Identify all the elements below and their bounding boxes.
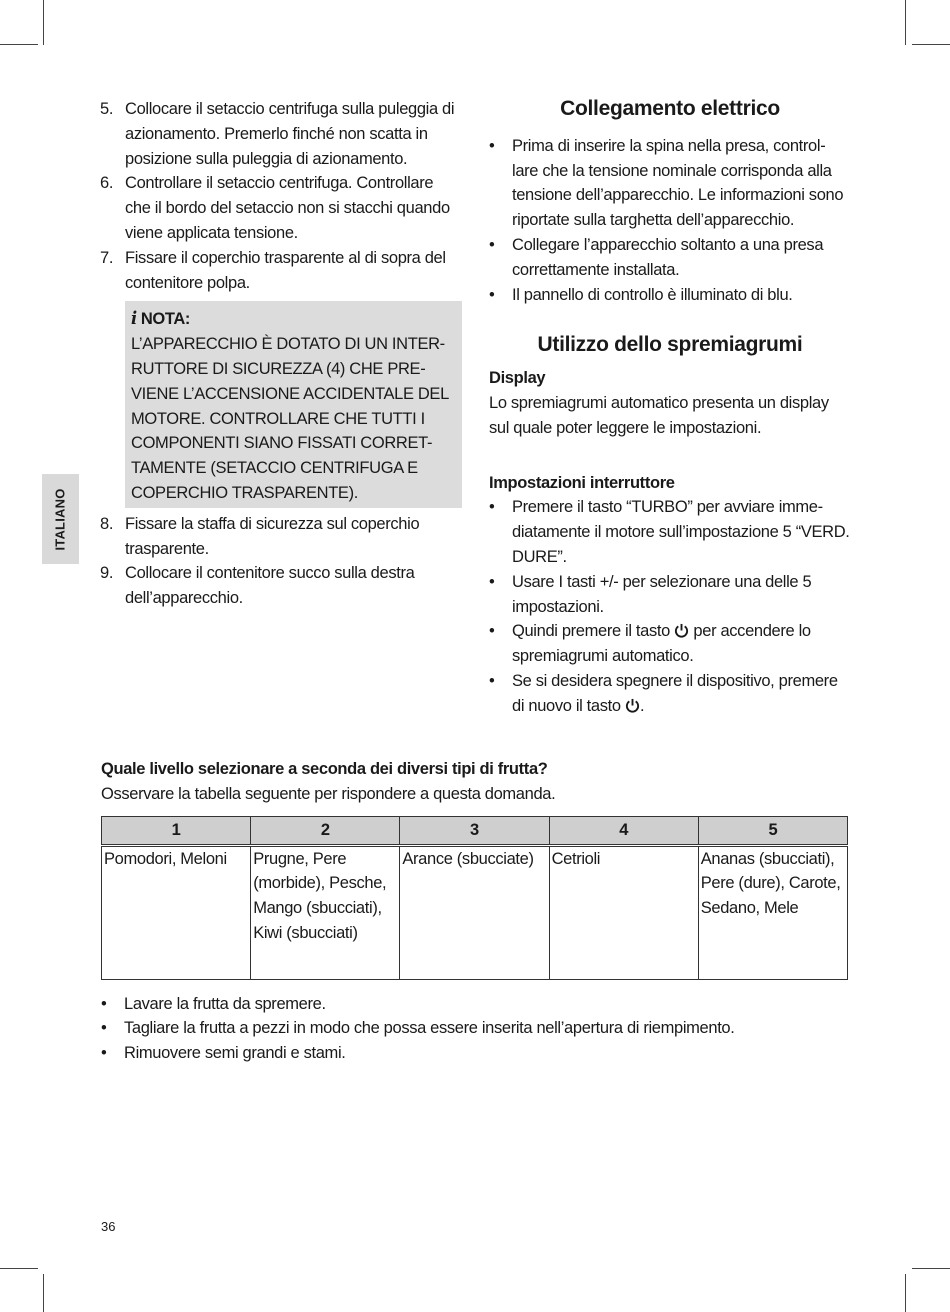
- list-item-text: Se si desidera spegnere il dispositivo, premere di nuovo il tasto: [512, 671, 838, 715]
- steps-list-a: [100, 97, 462, 295]
- step-item: [100, 512, 462, 562]
- step-item: [100, 171, 462, 245]
- left-column: [100, 97, 462, 611]
- list-item: • Se si desidera spegnere il dispositivo, premere di nuovo il tasto .: [489, 671, 838, 715]
- display-heading: Display: [489, 369, 546, 388]
- note-title: NOTA:: [140, 310, 191, 329]
- switch-heading: Impostazioni interruttore: [489, 473, 675, 492]
- switch-bullets: [489, 495, 851, 718]
- fruit-level-table: [101, 816, 848, 980]
- crop-mark: [43, 1274, 44, 1312]
- step-number: 8.: [100, 514, 114, 533]
- step-number: 5.: [100, 100, 114, 118]
- table-header-row: [102, 816, 848, 845]
- power-icon: [674, 623, 689, 638]
- cell-line: Ananas (sbucciati),: [700, 849, 835, 868]
- cell-line: Sedano, Mele: [700, 899, 799, 918]
- list-item: • Usare I tasti +/- per selezionare una delle 5 impostazioni.: [489, 572, 812, 616]
- list-item-text: Rimuovere semi grandi e stami.: [124, 1044, 346, 1063]
- crop-mark: [905, 0, 906, 45]
- list-item: • Tagliare la frutta a pezzi in modo che possa essere inserita nell’apertura di riempimento.: [101, 1019, 735, 1038]
- table-header-cell: 1: [102, 816, 251, 845]
- crop-mark: [912, 1268, 950, 1269]
- list-item: • Collegare l’apparecchio soltanto a una presa correttamente installata.: [489, 235, 824, 279]
- list-item-text: Collegare l’apparecchio soltanto a una presa correttamente installata.: [512, 235, 824, 279]
- power-icon: [625, 698, 640, 713]
- table-row: [102, 845, 848, 979]
- table-cell: [102, 845, 251, 979]
- language-tab: [42, 474, 79, 564]
- table-header-cell: 3: [400, 816, 549, 845]
- list-item-text: Premere il tasto “TURBO” per avviare imme-diatamente il motore sull’impostazione 5 “VERD. DURE”.: [512, 498, 850, 566]
- list-item-text: per accendere lo spremiagrumi automatico.: [512, 622, 811, 666]
- list-item: • Prima di inserire la spina nella presa, control-lare che la tensione nominale corrisponda alla tensione dell’apparecchio. Le informazioni sono riportate sulla targhetta dell’apparecchio.: [489, 136, 844, 230]
- cell-line: (morbide), Pesche,: [253, 874, 387, 893]
- crop-mark: [43, 0, 44, 45]
- cell-line: Prugne, Pere: [253, 849, 347, 868]
- list-item: • Quindi premere il tasto per accendere lo spremiagrumi automatico.: [489, 622, 811, 666]
- table-header-cell: 2: [251, 816, 400, 845]
- note-body: L’APPARECCHIO È DOTATO DI UN INTER-RUTTORE DI SICUREZZA (4) CHE PRE-VIENE L’ACCENSIONE ACCIDENTALE DEL MOTORE. CONTROLLARE CHE TUTTI I COMPONENTI SIANO FISSATI CORRET-TAMENTE (SETACCIO CENTRIFUGA E COPERCHIO TRASPARENTE).: [131, 335, 449, 502]
- table-cell: [400, 845, 549, 979]
- cell-line: Pomodori, Meloni: [104, 849, 227, 868]
- step-item: [100, 246, 462, 296]
- table-cell: [698, 845, 847, 979]
- step-text: Fissare il coperchio trasparente al di sopra del contenitore polpa.: [125, 248, 446, 292]
- table-cell: [251, 845, 400, 979]
- preparation-bullets: [101, 992, 851, 1066]
- step-text: Controllare il setaccio centrifuga. Controllare che il bordo del setaccio non si stacchi quando viene applicata tensione.: [125, 174, 450, 242]
- note-heading: [131, 307, 456, 332]
- list-item-text: Quindi premere il tasto: [512, 622, 670, 641]
- question-heading: Quale livello selezionare a seconda dei diversi tipi di frutta?: [101, 760, 548, 778]
- list-item-text: Usare I tasti +/- per selezionare una delle 5 impostazioni.: [512, 572, 812, 616]
- table-header-cell: 4: [549, 816, 698, 845]
- step-text: Collocare il contenitore succo sulla destra dell’apparecchio.: [125, 564, 415, 608]
- step-item: [100, 561, 462, 611]
- step-number: 6.: [100, 174, 114, 193]
- step-number: 7.: [100, 248, 114, 267]
- list-item: • Il pannello di controllo è illuminato di blu.: [489, 285, 793, 304]
- step-number: 9.: [100, 564, 114, 583]
- section-title: Utilizzo dello spremiagrumi: [537, 333, 803, 357]
- right-column: [489, 97, 851, 719]
- list-item: • Rimuovere semi grandi e stami.: [101, 1044, 346, 1063]
- crop-mark: [0, 44, 38, 45]
- list-item-text: .: [639, 696, 645, 715]
- table-cell: [549, 845, 698, 979]
- cell-line: Arance (sbucciate): [402, 849, 534, 868]
- list-item-text: Tagliare la frutta a pezzi in modo che possa essere inserita nell’apertura di riempimento.: [124, 1019, 735, 1038]
- step-text: Collocare il setaccio centrifuga sulla puleggia di azionamento. Premerlo finché non scatta in posizione sulla puleggia di azionamento.: [125, 100, 455, 168]
- note-box: [125, 301, 462, 507]
- language-tab-label: ITALIANO: [53, 487, 68, 551]
- list-item-text: Lavare la frutta da spremere.: [124, 994, 326, 1013]
- list-item-text: Il pannello di controllo è illuminato di blu.: [512, 285, 793, 304]
- section-title: Collegamento elettrico: [560, 97, 780, 120]
- step-text: Fissare la staffa di sicurezza sul coperchio trasparente.: [125, 514, 420, 558]
- table-header-cell: 5: [698, 816, 847, 845]
- intro-text: Osservare la tabella seguente per rispondere a questa domanda.: [101, 784, 556, 803]
- page-number: 36: [101, 1219, 116, 1234]
- list-item: • Lavare la frutta da spremere.: [101, 994, 326, 1013]
- cell-line: Mango (sbucciati),: [253, 899, 382, 918]
- list-item-text: Prima di inserire la spina nella presa, control-lare che la tensione nominale corrisponda alla tensione dell’apparecchio. Le informazioni sono riportate sulla targhetta dell’apparecchio.: [512, 136, 844, 230]
- crop-mark: [905, 1274, 906, 1312]
- crop-mark: [912, 44, 950, 45]
- cell-line: Cetrioli: [551, 849, 601, 868]
- cell-line: Kiwi (sbucciati): [253, 923, 358, 942]
- info-icon: i: [131, 308, 137, 330]
- step-item: [100, 97, 462, 171]
- crop-mark: [0, 1268, 38, 1269]
- bottom-section: [101, 757, 851, 1066]
- display-text: Lo spremiagrumi automatico presenta un display sul quale poter leggere le impostazioni.: [489, 393, 829, 437]
- cell-line: Pere (dure), Carote,: [700, 874, 841, 893]
- list-item: • Premere il tasto “TURBO” per avviare imme-diatamente il motore sull’impostazione 5 “VERD. DURE”.: [489, 498, 850, 566]
- electrical-bullets: [489, 134, 851, 308]
- steps-list-b: [100, 512, 462, 611]
